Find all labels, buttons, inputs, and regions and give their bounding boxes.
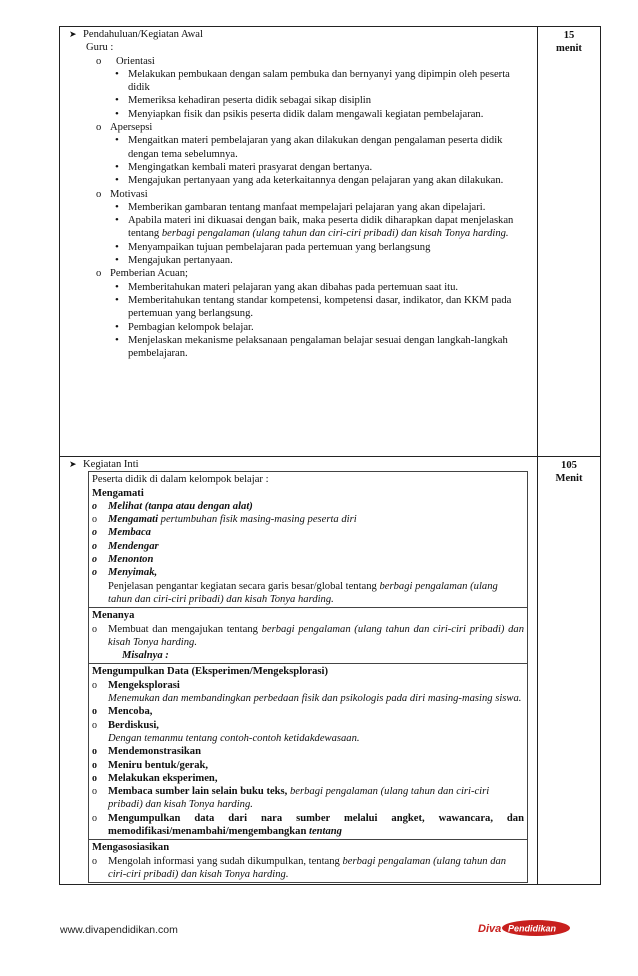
time-cell <box>538 27 601 457</box>
acuan-list <box>60 281 537 361</box>
list-item: • Pembagian kelompok belajar. <box>60 321 529 334</box>
block-title: Mengasosiasikan <box>92 842 170 854</box>
list-item: o Membaca sumber lain selain buku teks, berbagi pengalaman (ulang tahun dan ciri-ciri pribadi) dan kisah Tonya harding. <box>92 785 524 812</box>
group-pemberian-acuan: o Pemberian Acuan; <box>96 268 188 280</box>
list-item: • Menyiapkan fisik dan psikis peserta didik dalam mengawali kegiatan pembelajaran. <box>60 108 529 121</box>
svg-text:Diva: Diva <box>478 923 502 935</box>
orientasi-list <box>60 68 537 121</box>
block-menanya <box>89 608 528 664</box>
list-item: • Memeriksa kehadiran peserta didik sebagai sikap disiplin <box>60 94 529 107</box>
list-item: • Memberitahukan tentang standar kompetensi, kompetensi dasar, indikator, dan KKM pada pertemuan yang berlangsung. <box>60 294 529 321</box>
list-item: o Mengamati pertumbuhan fisik masing-masing peserta diri <box>92 513 524 526</box>
list-item: • Memberitahukan materi pelajaran yang akan dibahas pada pertemuan saat itu. <box>60 281 529 294</box>
section-heading: ➤ Pendahuluan/Kegiatan Awal <box>69 29 203 40</box>
diva-pendidikan-logo <box>476 917 572 939</box>
apersepsi-list <box>60 134 537 187</box>
duration-unit: menit <box>556 43 582 55</box>
list-item: o Mengeksplorasi Menemukan dan membandingkan perbedaan fisik dan psikologis pada diri masing-masing siswa. <box>92 679 524 706</box>
svg-text:Pendidikan: Pendidikan <box>508 923 557 934</box>
group-apersepsi: o Apersepsi <box>96 122 153 134</box>
list-item: • Apabila materi ini dikuasai dengan baik, maka peserta didik diharapkan dapat menjelaskan tentang berbagi pengalaman (ulang tahun dan ciri-ciri pribadi) dan kisah Tonya harding. <box>60 214 529 241</box>
list-item: o Membuat dan mengajukan tentang berbagi pengalaman (ulang tahun dan ciri-ciri pribadi) dan kisah Tonya harding. Misalnya : <box>92 623 524 663</box>
section-kegiatan-inti <box>60 457 601 885</box>
list-item: • Mengingatkan kembali materi prasyarat dengan bertanya. <box>60 161 529 174</box>
duration-value: 105 <box>561 460 577 471</box>
section-heading: ➤ Kegiatan Inti <box>69 459 139 470</box>
list-item: • Menyampaikan tujuan pembelajaran pada pertemuan yang berlangsung <box>60 241 529 254</box>
block-mengamati <box>89 472 528 608</box>
list-item: o Mendengar <box>92 540 524 553</box>
block-mengasosiasikan <box>89 840 528 883</box>
group-orientasi: o Orientasi <box>96 55 155 67</box>
list-item: • Menjelaskan mekanisme pelaksanaan pengalaman belajar sesuai dengan langkah-langkah pembelajaran. <box>60 334 529 361</box>
list-item: o Mengolah informasi yang sudah dikumpulkan, tentang berbagi pengalaman (ulang tahun dan ciri-ciri pribadi) dan kisah Tonya harding. <box>92 855 524 882</box>
block-mengumpulkan-data <box>89 664 528 840</box>
list-item: o Mendemonstrasikan <box>92 745 524 758</box>
list-item: o Menyimak, Penjelasan pengantar kegiatan secara garis besar/global tentang berbagi pengalaman (ulang tahun dan ciri-ciri pribadi) dan kisah Tonya harding. <box>92 566 524 606</box>
intro-text: Peserta didik di dalam kelompok belajar : <box>92 474 269 486</box>
list-item: o Berdiskusi, Dengan temanmu tentang contoh-contoh ketidakdewasaan. <box>92 719 524 746</box>
motivasi-list <box>60 201 537 267</box>
list-item: o Mencoba, <box>92 705 524 718</box>
section-pendahuluan <box>60 27 601 457</box>
block-title: Mengumpulkan Data (Eksperimen/Mengeksplorasi) <box>92 666 329 678</box>
block-title: Menanya <box>92 610 135 622</box>
list-item: o Melakukan eksperimen, <box>92 772 524 785</box>
list-item: • Mengajukan pertanyaan. <box>60 254 529 267</box>
list-item: • Mengaitkan materi pembelajaran yang akan dilakukan dengan pengalaman peserta didik dengan tema sebelumnya. <box>60 134 529 161</box>
list-item: o Melihat (tanpa atau dengan alat) <box>92 500 524 513</box>
lesson-plan-table <box>59 26 601 885</box>
list-item: o Menonton <box>92 553 524 566</box>
list-item: • Mengajukan pertanyaan yang ada keterkaitannya dengan pelajaran yang akan dilakukan. <box>60 174 529 187</box>
list-item: o Mengumpulkan data dari nara sumber melalui angket, wawancara, dan memodifikasi/menambahi/mengembangkan tentang <box>92 812 524 839</box>
duration-value: 15 <box>563 30 575 41</box>
kegiatan-inti-table <box>88 471 528 883</box>
list-item: • Memberikan gambaran tentang manfaat mempelajari pelajaran yang akan dipelajari. <box>60 201 529 214</box>
list-item: • Melakukan pembukaan dengan salam pembuka dan bernyanyi yang dipimpin oleh peserta didik <box>60 68 529 95</box>
guru-label: Guru : <box>86 42 114 54</box>
footer-url[interactable]: www.divapendidikan.com <box>60 924 178 936</box>
arrow-bullet-icon: ➤ <box>69 29 77 39</box>
arrow-bullet-icon: ➤ <box>69 459 77 469</box>
time-cell <box>538 457 601 885</box>
list-item: o Meniru bentuk/gerak, <box>92 759 524 772</box>
list-item: o Membaca <box>92 526 524 539</box>
duration-unit: Menit <box>555 473 583 485</box>
group-motivasi: o Motivasi <box>96 188 148 200</box>
block-title: Mengamati <box>92 487 144 499</box>
